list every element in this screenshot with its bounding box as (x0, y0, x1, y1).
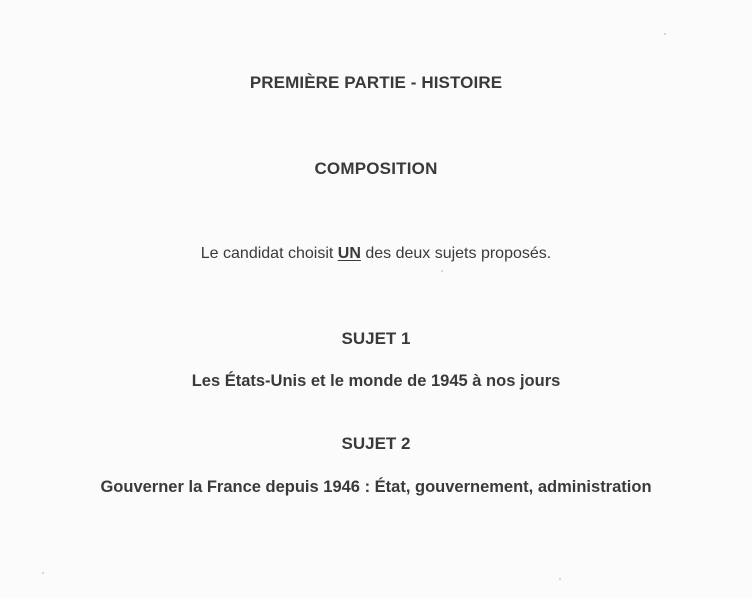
section-title: COMPOSITION (314, 159, 438, 178)
instruction-emphasis: UN (337, 245, 361, 262)
subject-1-label: SUJET 1 (341, 329, 411, 348)
instruction-after: des deux sujets proposés. (360, 245, 552, 262)
paper-speck (441, 270, 443, 272)
paper-speck (559, 578, 561, 580)
part-title: PREMIÈRE PARTIE - HISTOIRE (249, 73, 503, 92)
instruction-text (0, 244, 752, 264)
subject-2-title: Gouverner la France depuis 1946 : État, gouvernement, administration (100, 478, 652, 496)
subject-2-label: SUJET 2 (341, 434, 411, 453)
subject-1-title: Les États-Unis et le monde de 1945 à nos jours (191, 372, 561, 390)
paper-speck (664, 33, 666, 35)
paper-speck (42, 572, 44, 574)
instruction-before: Le candidat choisit (200, 245, 338, 262)
